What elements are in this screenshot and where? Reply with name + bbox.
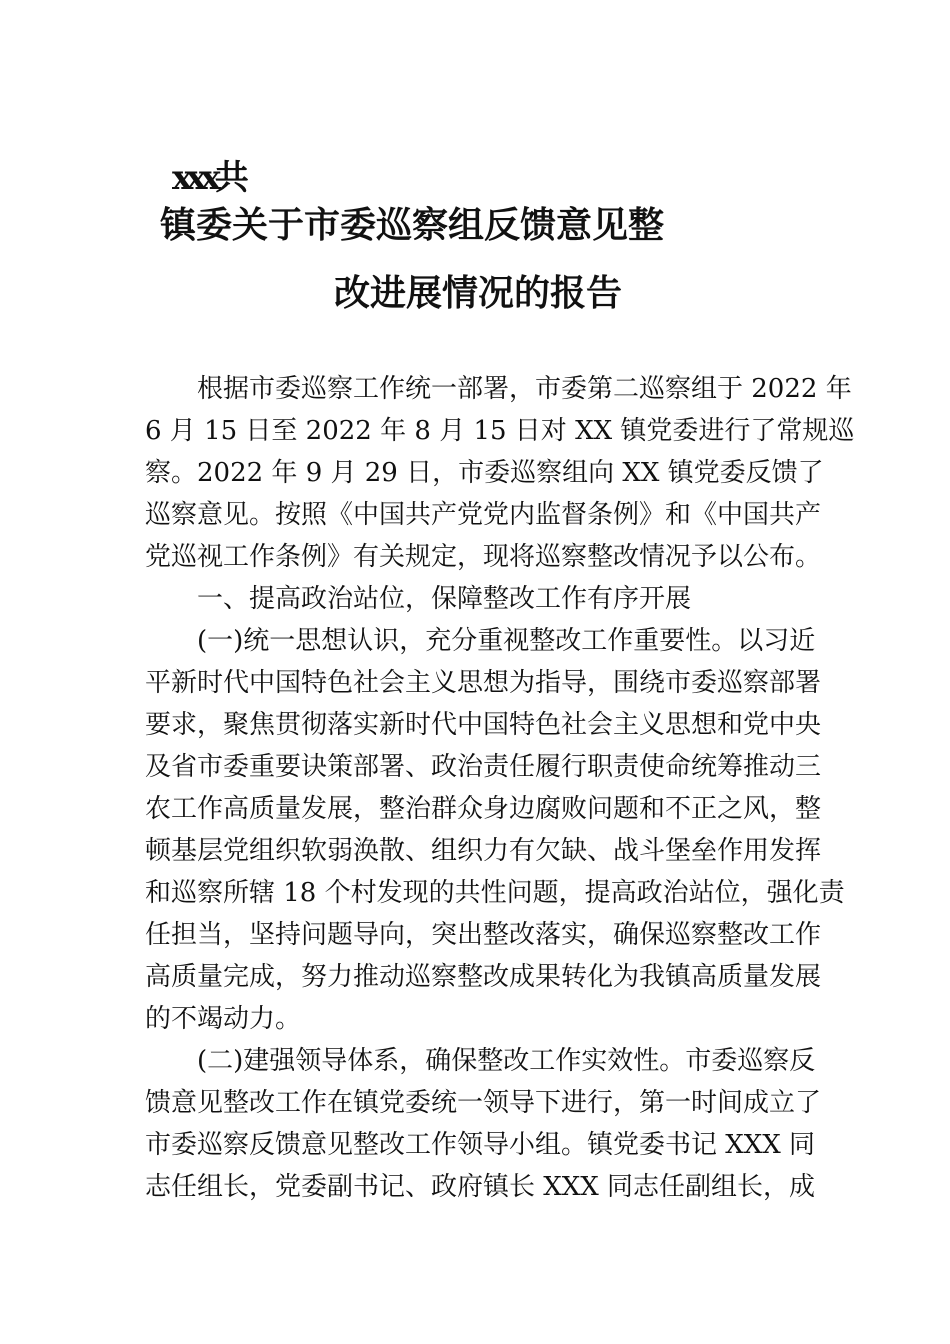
body-line: 及省市委重要诀策部署、政治责任履行职责使命统筹推动三 xyxy=(145,752,822,782)
body-line: 要求，聚焦贯彻落实新时代中国特色社会主义思想和党中央 xyxy=(145,710,822,740)
body-line: 农工作高质量发展，整治群众身边腐败问题和不正之风，整 xyxy=(145,794,822,824)
stamp-mark: xxx共 xyxy=(172,158,243,198)
body-line: 和巡察所辖 18 个村发现的共性问题，提高政治站位，强化责 xyxy=(145,878,845,908)
body-line: 平新时代中国特色社会主义思想为指导，围绕市委巡察部署 xyxy=(145,668,822,698)
body-line: 根据市委巡察工作统一部署，市委第二巡察组于 2022 年 xyxy=(197,374,852,404)
body-line: 馈意见整改工作在镇党委统一领导下进行，第一时间成立了 xyxy=(145,1088,822,1118)
body-line: 6 月 15 日至 2022 年 8 月 15 日对 XX 镇党委进行了常规巡 xyxy=(145,416,855,446)
document-title-line-2: 改进展情况的报告 xyxy=(334,272,623,314)
body-line: 任担当，坚持问题导向，突出整改落实，确保巡察整改工作 xyxy=(145,920,822,950)
body-line: 志任组长，党委副书记、政府镇长 XXX 同志任副组长，成 xyxy=(145,1172,816,1202)
body-line: 察。2022 年 9 月 29 日，市委巡察组向 XX 镇党委反馈了 xyxy=(145,458,824,488)
document-body xyxy=(145,368,855,1208)
body-line: 市委巡察反馈意见整改工作领导小组。镇党委书记 XXX 同 xyxy=(145,1130,816,1160)
body-line: (一)统一思想认识，充分重视整改工作重要性。以习近 xyxy=(197,626,816,656)
body-line: 一、提高政治站位，保障整改工作有序开展 xyxy=(197,584,692,614)
body-line: 高质量完成，努力推动巡察整改成果转化为我镇高质量发展 xyxy=(145,962,822,992)
body-line: 党巡视工作条例》有关规定，现将巡察整改情况予以公布。 xyxy=(145,542,822,572)
document-title-line-1: 镇委关于市委巡察组反馈意见整 xyxy=(160,204,665,246)
body-line: 顿基层党组织软弱涣散、组织力有欠缺、战斗堡垒作用发挥 xyxy=(145,836,822,866)
body-line: (二)建强领导体系，确保整改工作实效性。市委巡察反 xyxy=(197,1046,816,1076)
body-line: 巡察意见。按照《中国共产党党内监督条例》和《中国共产 xyxy=(145,500,822,530)
body-line: 的不竭动力。 xyxy=(145,1004,302,1034)
